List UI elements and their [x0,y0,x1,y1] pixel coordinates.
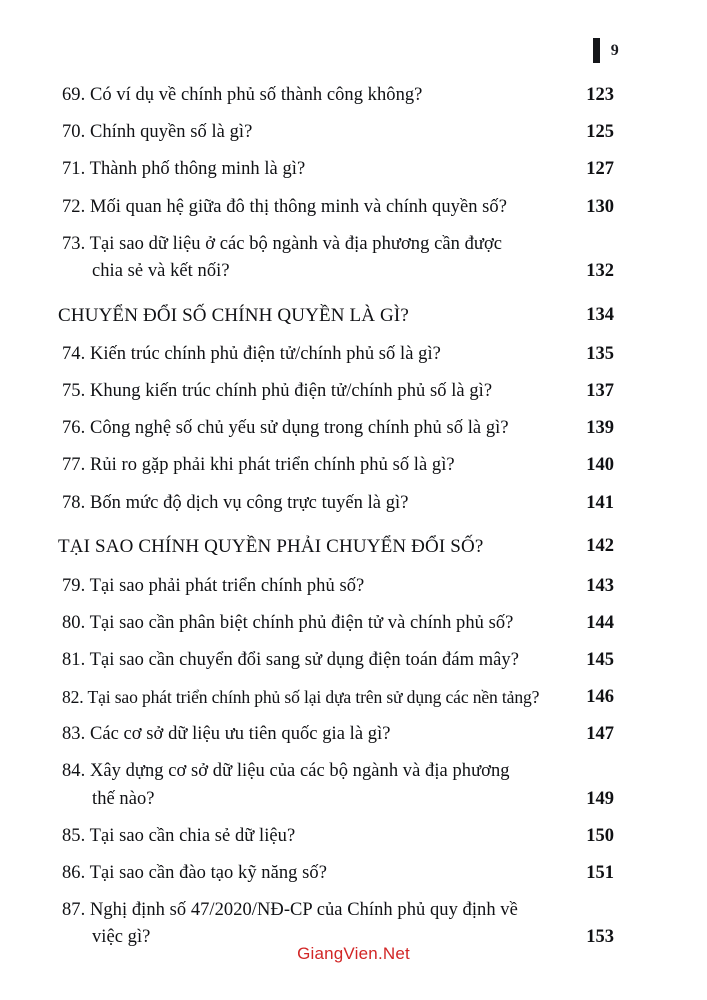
toc-section-row [58,304,614,328]
toc-page-number: 130 [586,196,614,217]
toc-entry-row [58,380,614,404]
toc-page-number: 141 [586,492,614,513]
toc-entry-line-1: 84. Xây dựng cơ sở dữ liệu của các bộ ngành và địa phương [62,761,510,782]
toc-page-number: 134 [586,304,614,325]
toc-page-number: 127 [586,159,614,180]
toc-entry-title: 75. Khung kiến trúc chính phủ điện tử/chính phủ số là gì? [62,381,493,402]
toc-entry-row [58,723,614,747]
toc-entry-title: 74. Kiến trúc chính phủ điện tử/chính phủ số là gì? [62,343,441,364]
toc-entry-line-2: chia sẻ và kết nối? [92,260,230,281]
toc-entry-row [58,899,614,950]
toc-entry-title: 82. Tại sao phát triển chính phủ số lại dựa trên sử dụng các nền tảng? [62,687,540,708]
toc-entry-title: 81. Tại sao cần chuyển đổi sang sử dụng điện toán đám mây? [62,649,519,670]
toc-entry-row [58,825,614,849]
toc-entry-row [58,612,614,636]
toc-entry-row [58,454,614,478]
toc-page-number: 137 [586,381,614,402]
toc-entry-title [58,899,518,950]
toc-entry-title: 83. Các cơ sở dữ liệu ưu tiên quốc gia là gì? [62,724,391,745]
toc-entry-row [58,417,614,441]
toc-page-number: 145 [586,649,614,670]
toc-page-number: 153 [586,927,614,948]
toc-entry-row [58,575,614,599]
toc-entry-row [58,84,614,108]
toc-entry-title [58,760,510,811]
toc-entry-row [58,862,614,886]
toc-entry-row [58,158,614,182]
watermark: GiangVien.Net [297,944,410,963]
toc-entry-title: 72. Mối quan hệ giữa đô thị thông minh và chính quyền số? [62,196,507,217]
toc-section-title: TẠI SAO CHÍNH QUYỀN PHẢI CHUYỂN ĐỔI SỐ? [58,536,484,558]
toc-page-number: 151 [586,862,614,883]
toc-entry-row [58,196,614,220]
toc-page-number: 132 [586,260,614,281]
page-folio-number: 9 [610,41,619,59]
toc-entry-row [58,233,614,284]
toc-entry-title: 86. Tại sao cần đào tạo kỹ năng số? [62,862,327,883]
toc-entry-row [58,121,614,145]
toc-entry-row [58,760,614,811]
toc-page-number: 140 [586,455,614,476]
toc-page-number: 142 [586,536,614,557]
toc-entry-title: 69. Có ví dụ về chính phủ số thành công không? [62,85,423,105]
toc-entry-title [58,233,502,284]
toc-entry-title: 80. Tại sao cần phân biệt chính phủ điện tử và chính phủ số? [62,612,514,633]
toc-entry-line-2: việc gì? [92,927,151,948]
toc-page-number: 146 [586,687,614,708]
toc-entry-title: 79. Tại sao phải phát triển chính phủ số? [62,575,365,596]
toc-page-number: 150 [586,825,614,846]
toc-entry-line-1: 87. Nghị định số 47/2020/NĐ-CP của Chính phủ quy định về [62,900,518,921]
toc-entry-line-1: 73. Tại sao dữ liệu ở các bộ ngành và địa phương cần được [62,233,503,254]
toc-page-number: 144 [586,612,614,633]
toc-page-number: 147 [586,724,614,745]
toc-page-number: 143 [586,575,614,596]
toc-entry-title: 76. Công nghệ số chủ yếu sử dụng trong chính phủ số là gì? [62,418,509,439]
toc-page-number: 123 [586,85,614,105]
toc-page-number: 149 [586,788,614,809]
vertical-rule-icon [593,38,600,63]
toc-page-number: 125 [586,122,614,143]
toc-entry-row [58,686,614,710]
toc-entry-title: 85. Tại sao cần chia sẻ dữ liệu? [62,825,296,846]
toc-page-number: 135 [586,343,614,364]
running-head [593,38,619,63]
toc-page-number: 139 [586,418,614,439]
toc-entry-row [58,649,614,673]
toc-entry-row [58,492,614,516]
toc-entry-title: 78. Bốn mức độ dịch vụ công trực tuyến là gì? [62,492,409,513]
toc-section-title: CHUYỂN ĐỔI SỐ CHÍNH QUYỀN LÀ GÌ? [58,304,409,326]
table-of-contents [58,84,614,950]
toc-entry-row [58,343,614,367]
toc-section-row [58,535,614,559]
toc-entry-line-2: thế nào? [92,788,155,809]
toc-entry-title: 71. Thành phố thông minh là gì? [62,159,306,180]
toc-entry-title: 70. Chính quyền số là gì? [62,122,253,143]
toc-entry-title: 77. Rủi ro gặp phải khi phát triển chính phủ số là gì? [62,455,455,476]
